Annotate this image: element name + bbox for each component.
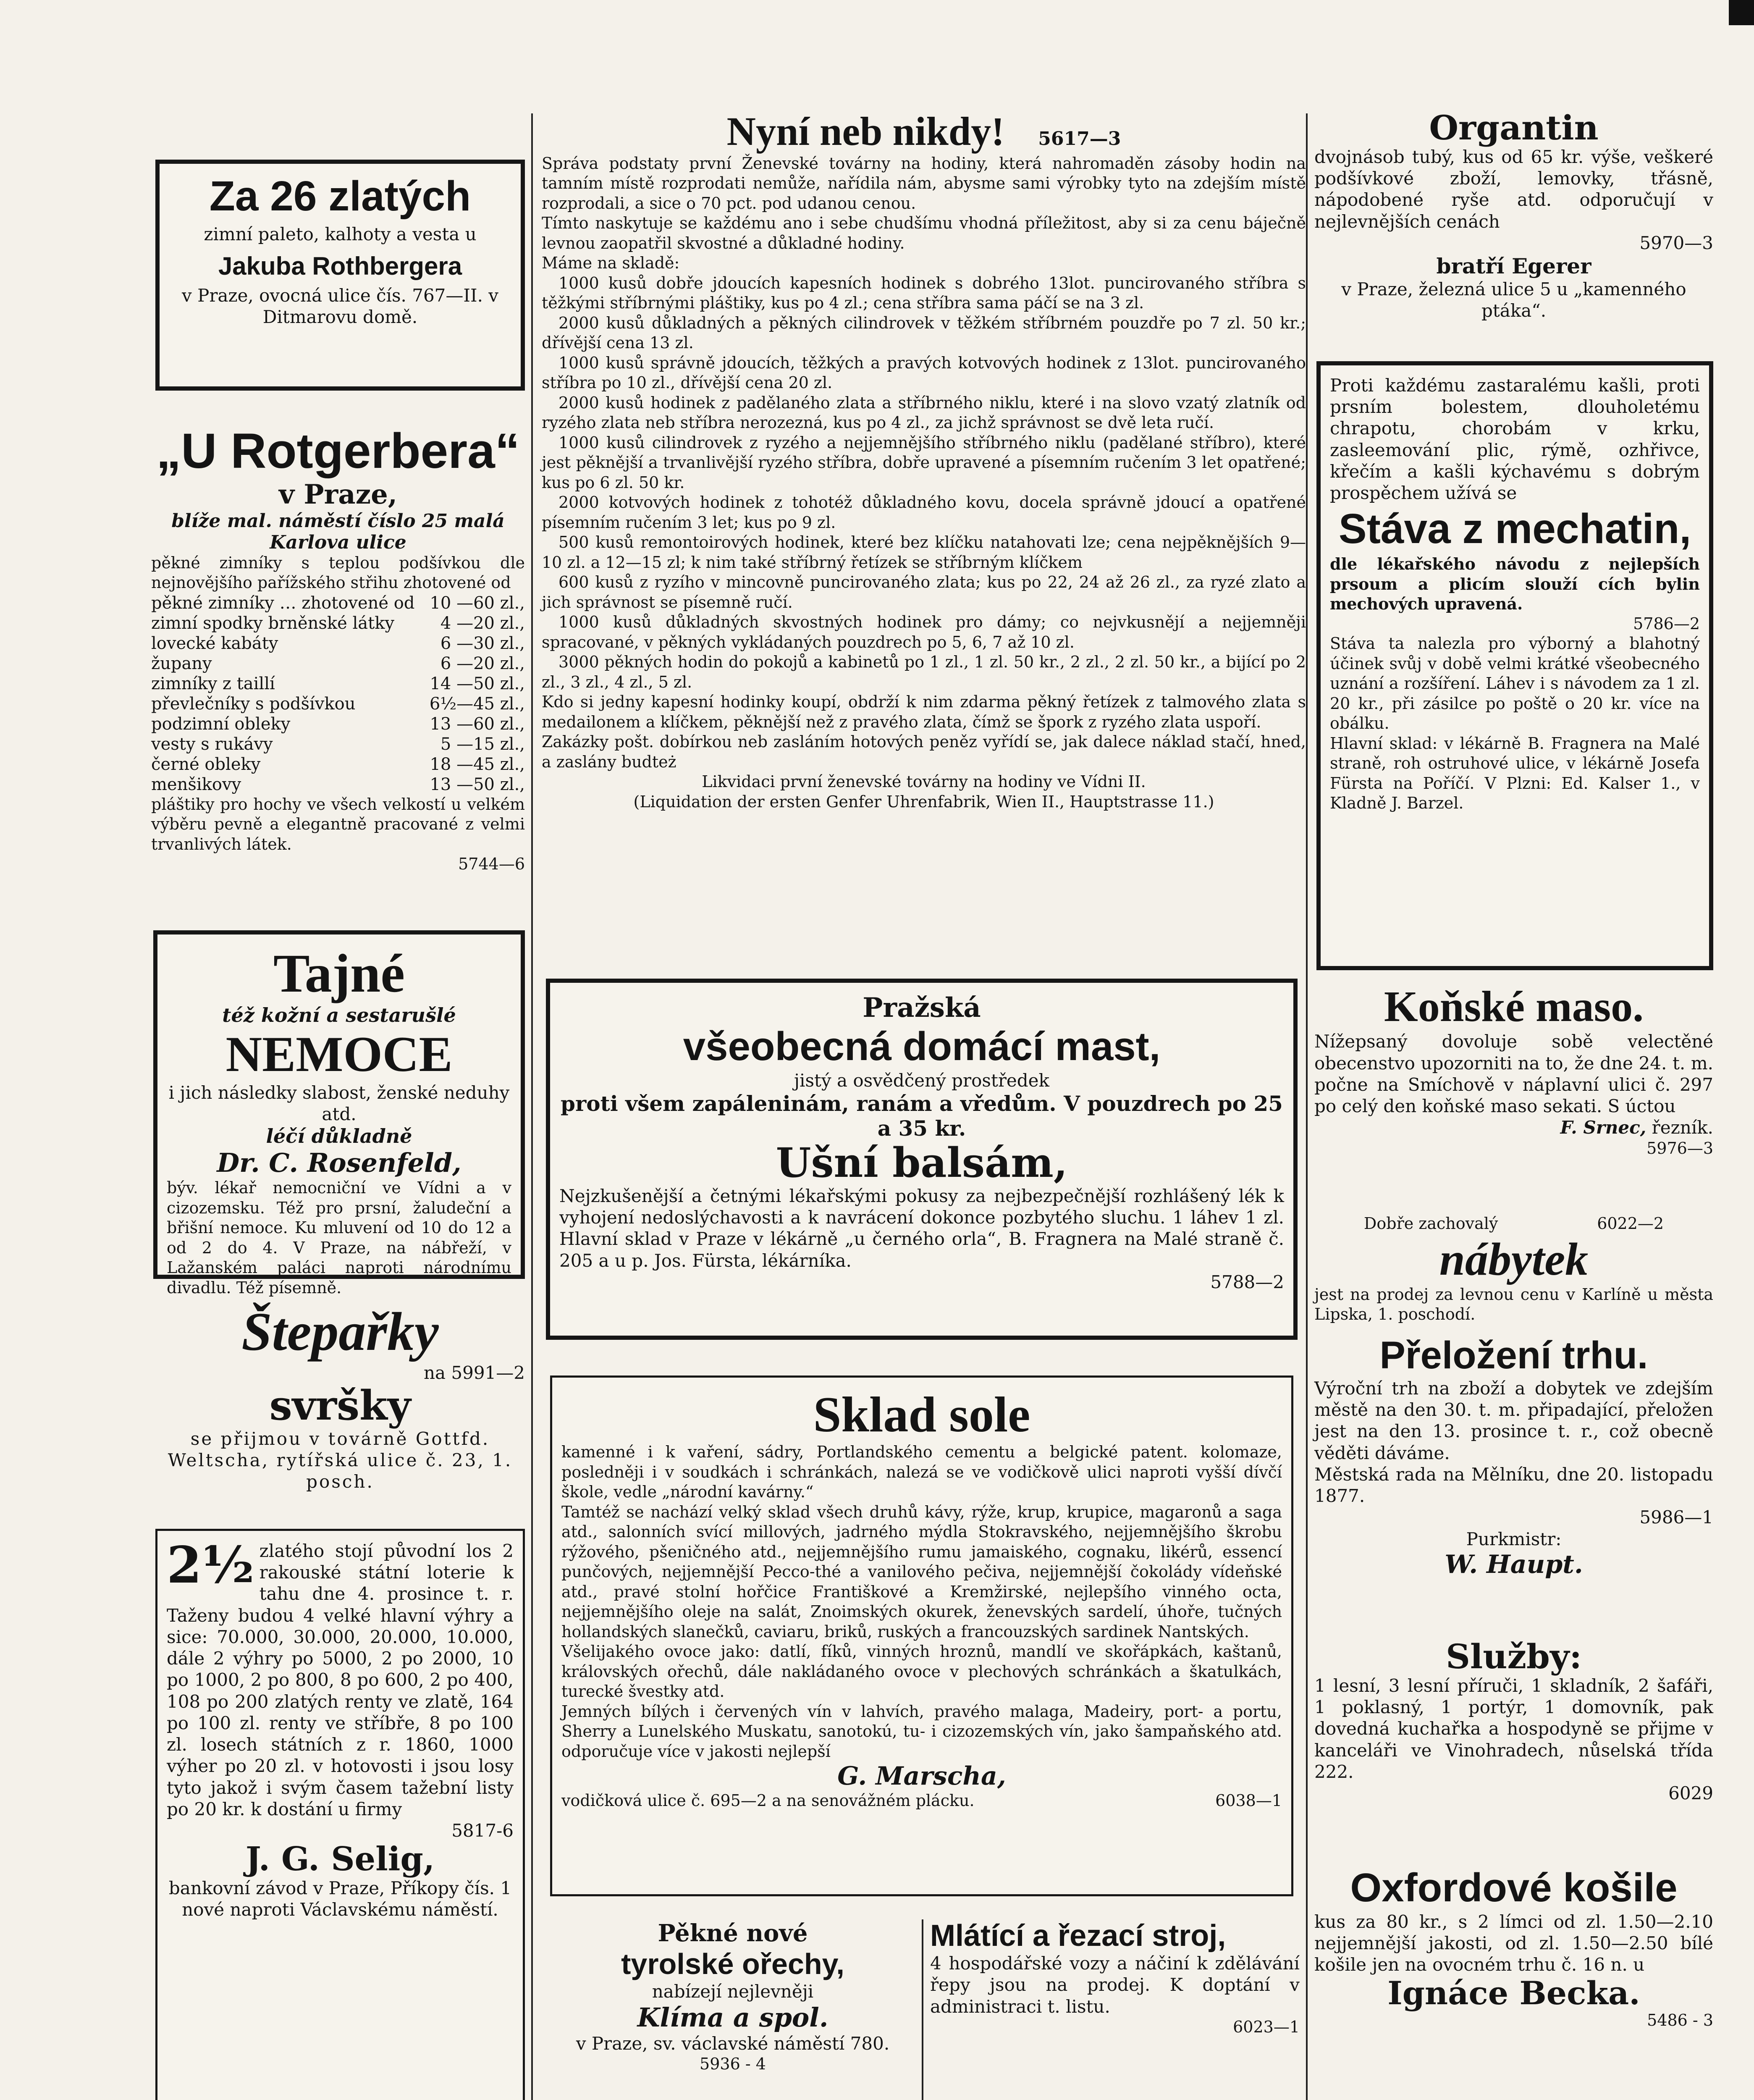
list-item: 1000 kusů dobře jdoucích kapesních hodinek s dobrého 13lot. puncirovaného stříbra s těžkými stříbrnými pláštiky, kus po 4 zl.; cena stříbra sama páčí se na 3 zl. (542, 273, 1306, 312)
price-item: lovecké kabáty (151, 633, 278, 653)
ad-text: léčí důkladně (266, 1125, 412, 1148)
list-item: 2000 kusů hodinek z padělaného zlata a stříbrného niklu, které i na slovo vzatý zlatník od ryzého zlata neb stříbra nerozezná, kus po 4 zl., za jichž správnost se dvě leta ručí. (542, 393, 1306, 432)
ad-ref: 5788—2 (1210, 1271, 1284, 1292)
column-rule (1306, 113, 1308, 2100)
ad-ref: 5976—3 (1647, 1139, 1713, 1158)
price-row (151, 754, 525, 774)
ad-mlatici-stroj (930, 1919, 1300, 2037)
price-row (151, 674, 525, 694)
ad-text: Správa podstaty první Ženevské továrny na hodiny, která nahromaděn zásoby hodin na tamním místě rozprodati nemůže, nařídila nám, abysme sami výrobky tyto na zdejším místě rozprodali, a sice o 70 pct. pod udanou cenou. (542, 154, 1306, 213)
ad-text: dvojnásob tubý, kus od 65 kr. výše, veškeré podšívkové zboží, lemovky, třásně, nápodobené ryše atd. odporučují v nejlevnějších cenách (1314, 147, 1713, 232)
ad-title: tyrolské ořechy, (621, 1948, 844, 1980)
ad-firm-name: J. G. Selig, (245, 1840, 435, 1879)
ad-text: Všelijakého ovoce jako: datlí, fíků, vinných hroznů, mandlí ve skořápkách, kaštanů, královských ořechů, dále nakládaného ovoce v plechových schránkách a škatulkách, turecké švestky atd. (561, 1642, 1282, 1701)
ad-rothberger (155, 160, 525, 391)
ad-text: proti všem zapáleninám, ranám a vředům. V pouzdrech po 25 a 35 kr. (561, 1091, 1283, 1141)
ad-title: Tajné (273, 943, 405, 1004)
price-item: zimní spodky brněnské látky (151, 613, 395, 633)
ad-text: Tímto naskytuje se každému ano i sebe chudšímu vhodná příležitost, aby si za cenu báječně levnou zaopatřil skvostné a důkladné hodiny. (542, 214, 1306, 252)
ad-firm-name: Ignáce Becka. (1387, 1974, 1640, 2012)
price-row (151, 694, 525, 714)
ad-address: v Praze, sv. václavské náměstí 780. (576, 2033, 890, 2054)
price-value: 13 —60 zl., (430, 714, 525, 734)
ad-firm-name: bratří Egerer (1436, 254, 1591, 279)
ad-text: nabízejí nejlevněji (652, 1981, 814, 2002)
ad-text: Zakázky pošt. dobírkou neb zasláním hotových peněz vyřídí se, jak dalece náklad stačí, hned, a zaslány budteż (542, 732, 1306, 771)
ad-text: Dobře zachovalý (1363, 1214, 1498, 1233)
list-item: 1000 kusů správně jdoucích, těžkých a pravých kotvových hodinek z 13lot. puncirovaného stříbra po 10 zl., dřívější cena 20 zl. (542, 353, 1306, 392)
ad-title: Pražská (863, 992, 981, 1024)
page-corner-marker (1729, 0, 1754, 25)
ad-text: Stáva ta nalezla pro výborný a blahotný účinek svůj v době velmi krátké všeobecného uznání a rozšíření. Láhev i s návodem za 1 zl. 20 kr., při zásilce po poště o 20 kr. více na obálku. (1330, 634, 1700, 733)
ad-text: Máme na skladě: (542, 254, 680, 273)
ad-title-secondary: svršky (269, 1382, 411, 1430)
ad-title: všeobecná domácí mast, (683, 1024, 1161, 1069)
ad-ref: 6029 (1668, 1783, 1713, 1804)
ad-address: blíže mal. náměstí číslo 25 malá Karlova ulice (171, 510, 505, 553)
list-item: 600 kusů z ryzího v mincovně puncirovaného zlata; kus po 22, 24 až 26 zl., za ryzé zlato a jich správnost se písemně ručí. (542, 573, 1306, 612)
ad-doctor: Dr. C. Rosenfeld, (217, 1147, 461, 1179)
column-rule (531, 113, 533, 2100)
ad-ref: 5617—3 (1038, 128, 1121, 150)
price-value: 18 —45 zl., (430, 754, 525, 774)
ad-nabytek (1314, 1214, 1713, 1325)
ad-intro: pěkné zimníky s teplou podšívkou dle nejnovějšího pařížského střihu zhotovené od (151, 553, 525, 592)
ad-text: dle lékařského návodu z nejlepších prsoum a plicím slouží cích bylin mechových upravená. (1330, 554, 1700, 614)
price-item: vesty s rukávy (151, 734, 273, 754)
ad-tajne (153, 930, 525, 1297)
ad-sluzby (1314, 1638, 1713, 1804)
ad-text: kamenné i k vaření, sádry, Portlandského cementu a belgické patent. kolomaze, posledněji i v soudkách i schránkách, nalezá se ve vodičkově ulici naproti vyšší dívčí škole, vedle „národní kavárny.“ (561, 1443, 1282, 1501)
price-value: 10 —60 zl., (430, 593, 525, 613)
ad-title: Přeložení trhu. (1379, 1334, 1648, 1377)
price-value: 13 —50 zl., (430, 774, 525, 794)
ad-mast (546, 979, 1298, 1340)
ad-prelozeni-trhu (1314, 1334, 1713, 1579)
ad-text: býv. lékař nemocniční ve Vídni a v cizozemsku. Též pro prsní, žaludeční a břišní nemoce. Ku mluvení od 10 do 12 a od 2 do 4. V Praze, na nábřeží, v Lažanském paláci naproti národnímu divadlu. Též písemně. (167, 1179, 511, 1297)
ad-firm-name: G. Marscha, (837, 1761, 1006, 1791)
ad-text: pláštiky pro hochy ve všech velkostí u velkém výběru pevně a elegantně pracované z velmi trvanlivých látek. (151, 795, 525, 853)
ad-firm-name: Jakuba Rothbergera (218, 252, 462, 281)
ad-rotgerber (151, 424, 525, 874)
ad-firm-name: F. Srnec, (1560, 1117, 1647, 1138)
ad-city: v Praze, (278, 478, 398, 510)
price-row (151, 774, 525, 795)
ad-ref: 5970—3 (1639, 232, 1713, 253)
ad-title: Za 26 zlatých (209, 173, 471, 220)
price-value: 6 —20 zl., (440, 654, 525, 673)
price-item: pěkné zimníky … zhotovené od (151, 593, 415, 613)
list-item: 2000 kotvových hodinek z tohotéž důkladného kovu, docela správně jdoucí a opatřené písemním ručením 3 let; kus po 9 zl. (542, 493, 1306, 532)
ad-big-number: 2½ (167, 1536, 254, 1595)
price-item: převlečníky s podšívkou (151, 694, 356, 714)
price-row (151, 734, 525, 754)
price-item: župany (151, 654, 212, 673)
ad-nyni-neb-nikdy (542, 109, 1306, 812)
ad-title: Koňské maso. (1384, 982, 1644, 1031)
price-value: 5 —15 zl., (440, 734, 525, 754)
ad-address: bankovní závod v Praze, Příkopy čís. 1 nové naproti Václavskému náměstí. (168, 1878, 512, 1920)
ad-text: Proti každému zastaralému kašli, proti prsním bolestem, dlouholetému chrapotu, chorobám v krku, zasleemování plic, rýmě, ozhřivce, křečím a kašli kýchavému s dobrým prospěchem užívá se (1330, 375, 1700, 504)
ad-ref: 6022—2 (1597, 1214, 1664, 1233)
ad-title-secondary: NEMOCE (225, 1026, 453, 1082)
ad-address: v Praze, ovocná ulice čís. 767—II. v Ditmarovu domě. (181, 285, 499, 328)
ad-text: Nejzkušenější a četnými lékařskými pokusy za nejbezpečnější rozhlášený lék k vyhojení nedoslýchavosti a k navrácení dokonce pozbytého sluchu. 1 láhev 1 zl. Hlavní sklad v Praze v lékárně „u černého orla“, B. Fragnera na Malé straně č. 205 a u p. Jos. Fürsta, lékárníka. (559, 1185, 1284, 1271)
ad-text: Výroční trh na zboží a dobytek ve zdejším městě na den 30. t. m. připadající, přeložen jest na den 13. prosince t. r., což obecně věděti dáváme. (1314, 1378, 1713, 1463)
ad-title: Stáva z mechatin, (1338, 505, 1691, 553)
ad-title: Mlátící a řezací stroj, (930, 1919, 1226, 1953)
ad-title: Organtin (1429, 108, 1599, 147)
ad-role: Purkmistr: (1466, 1528, 1562, 1549)
column-rule (922, 1919, 923, 2100)
ad-text: zimní paleto, kalhoty a vesta u (204, 224, 477, 244)
ad-title: Sklad sole (813, 1386, 1030, 1442)
ad-text: zlatého stojí původní los 2 rakouské státní loterie k tahu dne 4. prosince t. r. Taženy budou 4 velké hlavní výhry a sice: 70.000, 30.000, 20.000, 10.000, dále 2 výhry po 5000, 2 po 2000, 10 po 1000, 2 po 800, 8 po 600, 2 po 400, 108 po 200 zlatých renty ve zlatě, 164 po 100 zl. renty ve stříbře, 8 po 100 zl. losech státních z r. 1860, 1000 výher po 20 zl. v hotovosti i jsou losy tyto jakož i svým časem tažební listy po 20 kr. k dostání u firmy (167, 1541, 514, 1819)
ad-text: Hlavní sklad: v lékárně B. Fragnera na Malé straně, roh ostruhové ulice, v lékárně Josefa Fürsta na Poříčí. V Plzni: Ed. Kalser 1., v Kladně J. Barzel. (1330, 734, 1700, 813)
ad-signature: W. Haupt. (1445, 1549, 1583, 1579)
ad-title: Oxfordové košile (1350, 1865, 1678, 1910)
ad-ref: 6038—1 (1215, 1791, 1282, 1810)
ad-title-secondary: Ušní balsám, (776, 1139, 1068, 1187)
ad-text: i jich následky slabost, ženské neduhy atd. (168, 1082, 510, 1125)
ad-ref: 5486 - 3 (1647, 2011, 1713, 2030)
ad-text: Tamtéž se nachází velký sklad všech druhů kávy, rýže, krup, krupice, magaronů a saga atd., salonních svící millových, jadrného mýdla Stokravského, nejjemnějšího škrobu rýžového, pšeničného atd., nejjemnějšího rumu jamaiského, cognaku, likérů, essencí punčových, nejjemnější Pecco-thé a vanilového pečiva, nejjemnější čokolády vídeňské atd., pravé stolní hořčice Františkové a Kremžirské, nejlepšího vinného octa, nejjemnějšího oleje na salát, Znoimských okurek, ženevských sardelí, úhoře, tučných hollandských slanečků, caviaru, briků, ruských a francouzských sardinek Nantských. (561, 1502, 1282, 1641)
list-item: 1000 kusů důkladných skvostných hodinek pro dámy; co nejvkusnějí a nejjemněji spracované, v pěkných vykládaných pouzdrech po 5, 6, 7 až 10 zl. (542, 613, 1306, 651)
ad-ref: 5986—1 (1639, 1507, 1713, 1528)
list-item: 3000 pěkných hodin do pokojů a kabinetů po 1 zl., 1 zl. 50 kr., 2 zl., 2 zl. 50 kr., a bijící po 2 zl., 3 zl., 4 zl., 5 zl. (542, 653, 1306, 691)
ad-title: „U Rotgerbera“ (156, 423, 520, 479)
ad-address: v Praze, železná ulice 5 u „kamenného ptáka“. (1341, 279, 1686, 321)
ad-signature: Likvidaci první ženevské továrny na hodiny ve Vídni II. (702, 772, 1146, 791)
ad-text: se přijmou v továrně Gottfd. Weltscha, rytířská ulice č. 23, 1. posch. (168, 1428, 513, 1492)
ad-ref: 5817-6 (451, 1820, 514, 1841)
price-row (151, 633, 525, 654)
ad-loterie (155, 1529, 525, 2100)
ad-subtitle: též kožní a sestarušlé (222, 1004, 456, 1026)
ad-text: 1 lesní, 3 lesní příruči, 1 skladník, 2 šafáři, 1 poklasný, 1 portýr, 1 domovník, pak dovedná kuchařka a hospodyně se přijme v kanceláři ve Vinohradech, nůselská třída 222. (1314, 1675, 1713, 1782)
ad-title: Pěkné nové (658, 1919, 808, 1947)
ad-text: Jemných bílých i červených vín v lahvích, pravého malaga, Madeiry, port- a portu, Sherry a Lunelského Muskatu, sanotokú, tu- i cizozemských vín, jako šampaňského atd. odporučuje více v jakosti nejlepší (561, 1702, 1282, 1761)
price-item: podzimní obleky (151, 714, 291, 734)
ad-steparsky (155, 1302, 525, 1493)
price-list (151, 593, 525, 795)
list-item: 1000 kusů cilindrovek z ryzého a nejjemnějšího stříbrného niklu (padělané stříbro), které jest pěknější a trvanlivější ryzého stříbra, dobře upravené a písemním ručením 3 let opatřené; kus po 6 zl. 50 kr. (542, 433, 1306, 492)
list-item: 500 kusů remontoirových hodinek, které bez klíčku natahovati lze; cena nejpěknějších 9—10 zl. a 12—15 zl; k nim také stříbrný řetízek se stříbrným klíčkem (542, 533, 1306, 572)
price-row (151, 714, 525, 734)
ad-ref: 5786—2 (1633, 614, 1700, 633)
ad-konske-maso (1314, 983, 1713, 1158)
ad-title: Nyní neb nikdy! (726, 109, 1005, 154)
ad-orechy (550, 1919, 915, 2074)
ad-title: Služby: (1446, 1637, 1582, 1676)
ad-sklad-sole (550, 1376, 1293, 1896)
ad-firm-name: Klíma a spol. (637, 2002, 828, 2033)
price-item: zimníky z taillí (151, 674, 275, 693)
ad-text: Nížepsaný dovoluje sobě velectěné obecenstvo upozorniti na to, že dne 24. t. m. počne na Smíchově v náplavní ulici č. 297 po celý den koňské maso sekati. S úctou (1314, 1031, 1713, 1117)
price-row (151, 593, 525, 613)
ad-organtin (1314, 109, 1713, 322)
price-row (151, 654, 525, 674)
ad-mechatin (1316, 361, 1713, 970)
ad-text: kus za 80 kr., s 2 límci od zl. 1.50—2.10 nejjemnější jakosti, od zl. 1.50—2.50 bílé košile jen na ovocném trhu č. 16 n. u (1314, 1911, 1713, 1975)
ad-text: jistý a osvědčený prostředek (794, 1070, 1049, 1091)
price-value: 4 —20 zl., (440, 613, 525, 633)
ad-text: Městská rada na Mělníku, dne 20. listopadu 1877. (1314, 1464, 1713, 1507)
ad-ref: 6023—1 (1233, 2017, 1300, 2036)
ad-ref: 5744—6 (458, 855, 525, 874)
list-item: 2000 kusů důkladných a pěkných cilindrovek v těžkém stříbrném pouzdře po 7 zl. 50 kr.; dřívější cena 13 zl. (542, 313, 1306, 352)
price-row (151, 613, 525, 633)
ad-signature: (Liquidation der ersten Genfer Uhrenfabrik, Wien II., Hauptstrasse 11.) (633, 792, 1214, 811)
price-value: 6½—45 zl., (429, 694, 525, 714)
ad-ref: 5936 - 4 (700, 2055, 766, 2074)
price-value: 14 —50 zl., (430, 674, 525, 693)
ad-address: vodičková ulice č. 695—2 a na senovážném plácku. (561, 1791, 975, 1810)
ad-text: 4 hospodářské vozy a náčiní k zdělávání řepy jsou na prodej. K doptání v administraci t. listu. (930, 1953, 1300, 2017)
ad-title: Štepařky (241, 1302, 439, 1362)
price-item: černé obleky (151, 754, 261, 774)
ad-oxfordove-kosile (1314, 1865, 1713, 2031)
item-list (542, 273, 1306, 693)
price-value: 6 —30 zl., (440, 633, 525, 653)
price-item: menšikovy (151, 774, 241, 794)
ad-title: nábytek (1439, 1233, 1589, 1285)
ad-text: Kdo si jedny kapesní hodinky koupí, obdrží k nim zdarma pěkný řetízek z talmového zlata s medailonem a klíčkem, pěknější než z pravého zlata, čímž se špork z ryzého zlata uspoří. (542, 693, 1306, 731)
ad-ref: na 5991—2 (423, 1362, 525, 1383)
ad-role: řezník. (1652, 1117, 1713, 1138)
ad-text: jest na prodej za levnou cenu v Karlíně u města Lipska, 1. poschodí. (1314, 1285, 1713, 1323)
